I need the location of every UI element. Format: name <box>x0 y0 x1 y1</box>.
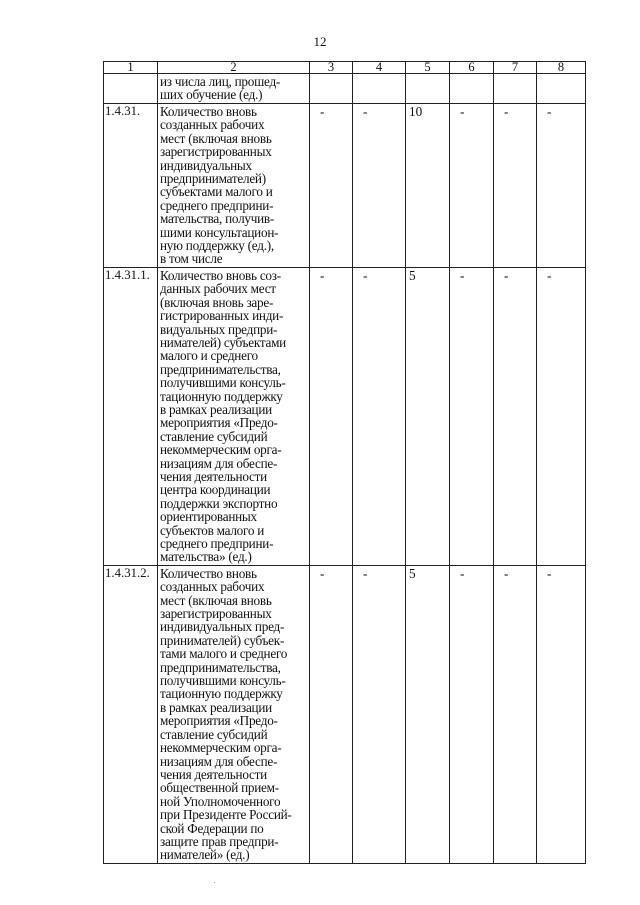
row-value: - <box>353 267 406 565</box>
row-value: - <box>494 565 537 863</box>
row-value <box>310 74 353 104</box>
row-value: 5 <box>406 267 450 565</box>
table-row <box>104 74 586 104</box>
table-row <box>104 565 586 863</box>
scan-speck <box>214 882 215 883</box>
row-value: - <box>537 104 586 268</box>
row-value <box>450 74 494 104</box>
indicators-table <box>103 61 586 864</box>
row-value: - <box>450 267 494 565</box>
row-value: - <box>450 104 494 268</box>
header-cell: 6 <box>450 62 494 74</box>
row-value <box>537 74 586 104</box>
row-value: - <box>450 565 494 863</box>
header-cell: 3 <box>310 62 353 74</box>
row-value: - <box>310 565 353 863</box>
row-description: Количество вновь созданных рабочих мест (включая вновь зарегистрированных индивидуальных предпринимателей) субъектами малого и среднего предприни- мательства, получив- шими консультацион- ную поддержку (ед.), в том числе <box>158 104 310 268</box>
header-cell: 5 <box>406 62 450 74</box>
row-value: 10 <box>406 104 450 268</box>
row-number: 1.4.31.2. <box>104 565 158 863</box>
row-number: 1.4.31. <box>104 104 158 268</box>
row-description: из числа лиц, прошед- ших обучение (ед.) <box>158 74 310 104</box>
row-value: - <box>310 104 353 268</box>
row-value <box>494 74 537 104</box>
row-value: - <box>494 104 537 268</box>
row-value: - <box>494 267 537 565</box>
row-value: - <box>537 267 586 565</box>
table-row <box>104 104 586 268</box>
row-value <box>353 74 406 104</box>
row-number <box>104 74 158 104</box>
header-cell: 4 <box>353 62 406 74</box>
row-value: - <box>310 267 353 565</box>
header-cell: 7 <box>494 62 537 74</box>
table-row <box>104 267 586 565</box>
page-number: 12 <box>313 34 327 49</box>
header-cell: 2 <box>158 62 310 74</box>
row-value: 5 <box>406 565 450 863</box>
row-description: Количество вновь соз- данных рабочих мест (включая вновь заре- гистрированных инди- видуальных предпри- нимателей) субъектами малого и среднего предпринимательства, получившими консуль- тационную поддержку в рамках реализации мероприятия «Предо- ставление субсидий некоммерческим орга- низациям для обеспе- чения деятельности центра координации поддержки экспортно ориентированных субъектов малого и среднего предприни- мательства» (ед.) <box>158 267 310 565</box>
row-value <box>406 74 450 104</box>
header-cell: 8 <box>537 62 586 74</box>
table-header-row <box>104 62 586 74</box>
row-value: - <box>353 104 406 268</box>
header-cell: 1 <box>104 62 158 74</box>
row-value: - <box>537 565 586 863</box>
row-value: - <box>353 565 406 863</box>
row-description: Количество вновь созданных рабочих мест (включая вновь зарегистрированных индивидуальных пред- принимателей) субъек- тами малого и среднего предпринимательства, получившими консуль- тационную поддержку в рамках реализации мероприятия «Предо- ставление субсидий некоммерческим орга- низациям для обеспе- чения деятельности общественной прием- ной Уполномоченного при Президенте Россий- ской Федерации по защите прав предпри- нимателей» (ед.) <box>158 565 310 863</box>
row-number: 1.4.31.1. <box>104 267 158 565</box>
